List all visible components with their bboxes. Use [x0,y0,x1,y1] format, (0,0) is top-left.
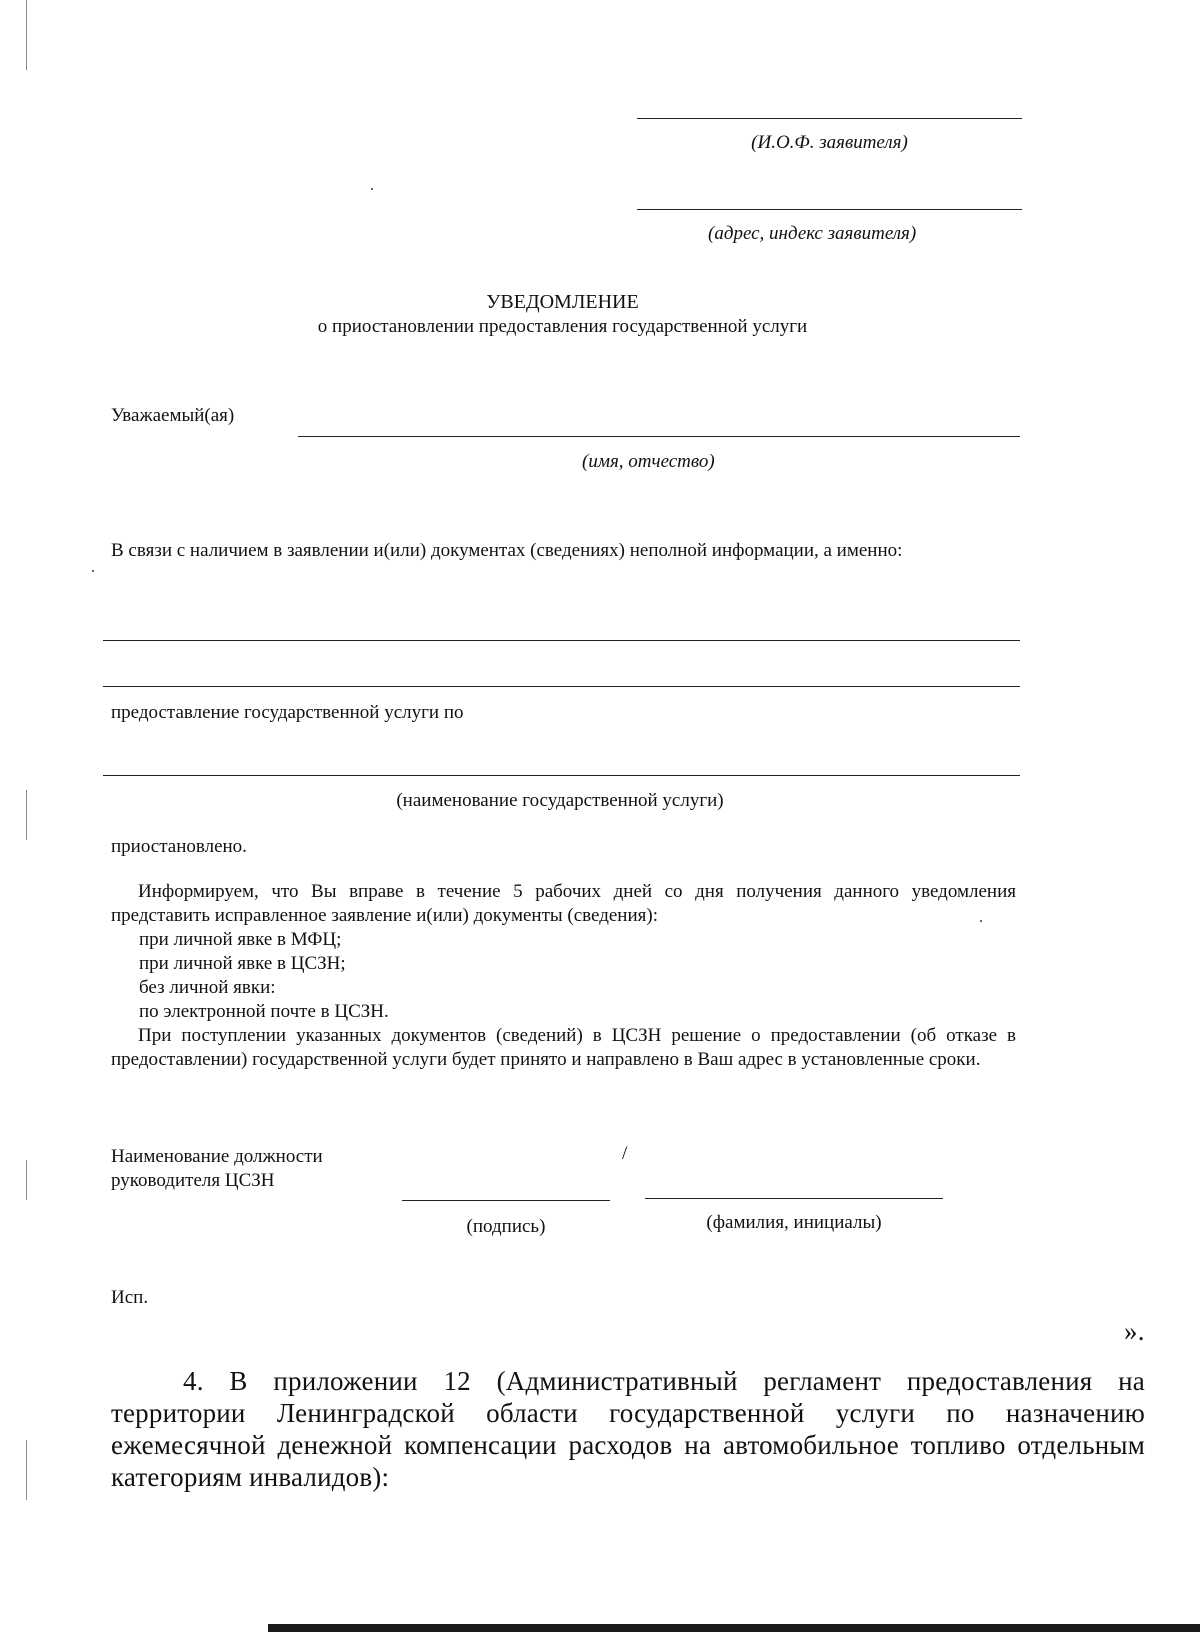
greeting-name-line [298,436,1020,437]
service-text: предоставление государственной услуги по [111,702,464,723]
scan-edge-mark [26,0,27,70]
signature-caption: (подпись) [466,1216,546,1237]
service-name-line [103,775,1020,776]
amendment-paragraph: 4. В приложении 12 (Административный регламент предоставления на территории Ленинградской области государственной услуги по назначению ежемесячной денежной компенсации расходов на автомобильное топливо отдельным категориям инвалидов): [111,1366,1145,1492]
executor-label: Исп. [111,1287,149,1308]
closing-quote: ». [1124,1316,1145,1346]
option-item: при личной явке в ЦСЗН; [139,953,346,974]
scan-bottom-border [268,1624,1200,1632]
greeting-label: Уважаемый(ая) [111,405,235,426]
option-item: по электронной почте в ЦСЗН. [139,1001,389,1022]
option-item: при личной явке в МФЦ; [139,929,342,950]
position-title-line1: Наименование должности [111,1146,323,1167]
decision-paragraph: При поступлении указанных документов (сведений) в ЦСЗН решение о предоставлении (об отказе в предоставлении) государственной услуги будет принято и направлено в Ваш адрес в установленные сроки. [111,1025,1016,1070]
reason-line-2 [103,686,1020,687]
scan-edge-mark [26,1160,27,1200]
applicant-address-line [637,209,1022,210]
signature-line [402,1200,610,1201]
scan-edge-mark [26,790,27,840]
applicant-address-caption: (адрес, индекс заявителя) [708,223,917,244]
inform-paragraph: Информируем, что Вы вправе в течение 5 рабочих дней со дня получения данного уведомления представить исправленное заявление и(или) документы (сведения): [111,881,1016,926]
applicant-name-caption: (И.О.Ф. заявителя) [751,132,908,153]
signature-slash: / [622,1143,628,1164]
document-subtitle: о приостановлении предоставления государственной услуги [317,316,808,337]
service-caption: (наименование государственной услуги) [396,790,724,811]
position-title-line2: руководителя ЦСЗН [111,1170,275,1191]
greeting-caption: (имя, отчество) [582,451,715,472]
reason-line-1 [103,640,1020,641]
applicant-name-line [637,118,1022,119]
document-title: УВЕДОМЛЕНИЕ [486,291,639,313]
surname-line [645,1198,943,1199]
suspended-text: приостановлено. [111,836,247,857]
reason-paragraph: В связи с наличием в заявлении и(или) документах (сведениях) неполной информации, а именно: [111,540,903,561]
surname-caption: (фамилия, инициалы) [706,1212,882,1233]
scan-edge-mark [26,1440,27,1500]
scan-speck [371,188,373,190]
option-item: без личной явки: [139,977,276,998]
scan-speck [92,570,94,572]
